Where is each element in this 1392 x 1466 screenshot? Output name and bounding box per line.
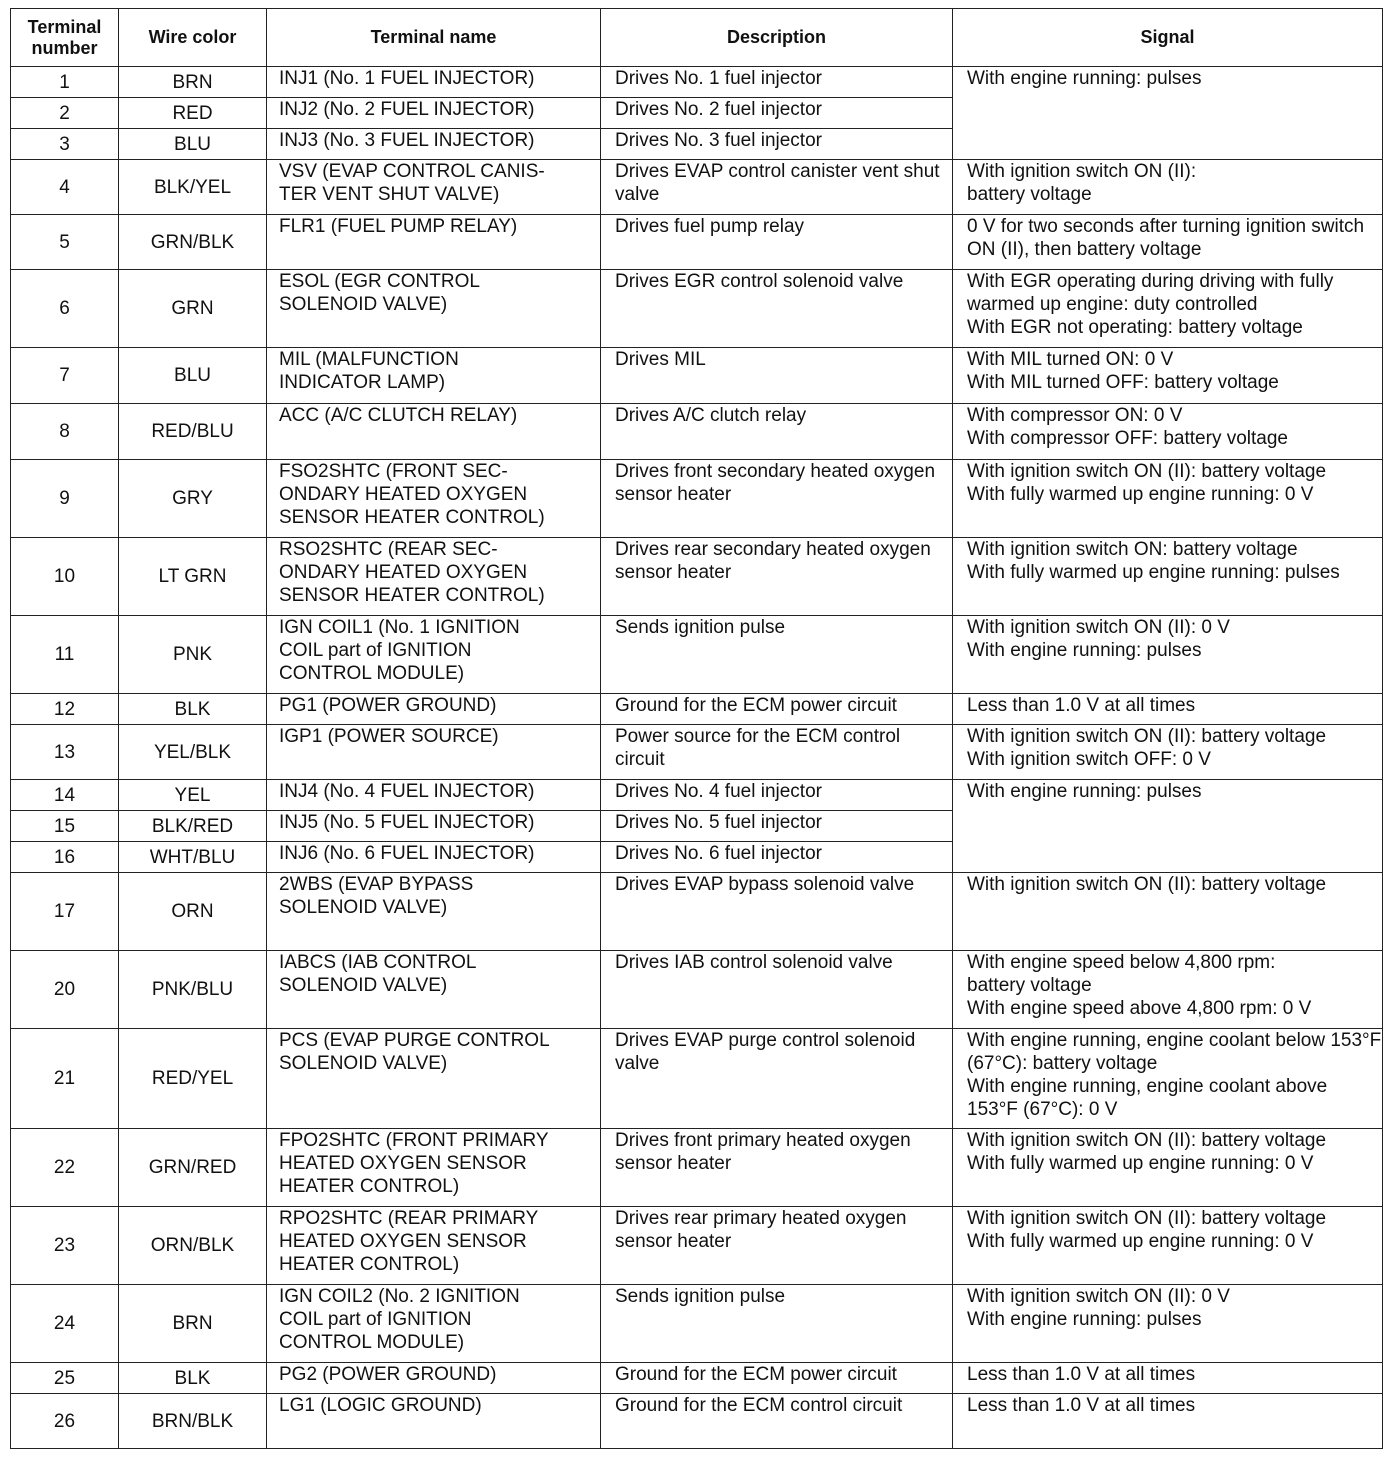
table-row <box>11 873 1383 951</box>
table-row <box>11 538 1383 616</box>
ecm-terminal-table <box>10 8 1383 1449</box>
header-wire-color: Wire color <box>119 9 267 67</box>
wire-color-cell: BLK/RED <box>119 811 267 842</box>
signal-cell: With EGR operating during driving with fully warmed up engine: duty controlled With EGR not operating: battery voltage <box>953 270 1383 348</box>
terminal-number-cell: 20 <box>11 951 119 1029</box>
table-row <box>11 1394 1383 1449</box>
description-cell: Drives front primary heated oxygen sensor heater <box>601 1129 953 1207</box>
signal-cell: With engine running, engine coolant below 153°F (67°C): battery voltage With engine running, engine coolant above 153°F (67°C): 0 V <box>953 1029 1383 1129</box>
terminal-number-cell: 17 <box>11 873 119 951</box>
signal-cell: With ignition switch ON (II): battery voltage With fully warmed up engine running: 0 V <box>953 1207 1383 1285</box>
table-row <box>11 1207 1383 1285</box>
description-cell: Drives No. 1 fuel injector <box>601 67 953 98</box>
terminal-name-cell: INJ2 (No. 2 FUEL INJECTOR) <box>267 98 601 129</box>
terminal-number-cell: 12 <box>11 694 119 725</box>
terminal-number-cell: 15 <box>11 811 119 842</box>
terminal-name-cell: PG2 (POWER GROUND) <box>267 1363 601 1394</box>
wire-color-cell: BLU <box>119 129 267 160</box>
table-row <box>11 404 1383 460</box>
wire-color-cell: GRN/RED <box>119 1129 267 1207</box>
terminal-name-cell: FSO2SHTC (FRONT SEC- ONDARY HEATED OXYGEN SENSOR HEATER CONTROL) <box>267 460 601 538</box>
terminal-name-cell: MIL (MALFUNCTION INDICATOR LAMP) <box>267 348 601 404</box>
wire-color-cell: GRN/BLK <box>119 215 267 270</box>
terminal-number-cell: 11 <box>11 616 119 694</box>
wire-color-cell: LT GRN <box>119 538 267 616</box>
terminal-name-cell: IABCS (IAB CONTROL SOLENOID VALVE) <box>267 951 601 1029</box>
header-terminal-number: Terminal number <box>11 9 119 67</box>
wire-color-cell: GRN <box>119 270 267 348</box>
signal-cell: With engine running: pulses <box>953 780 1383 873</box>
table-row <box>11 1363 1383 1394</box>
wire-color-cell: BLK/YEL <box>119 160 267 215</box>
terminal-number-cell: 1 <box>11 67 119 98</box>
description-cell: Drives EGR control solenoid valve <box>601 270 953 348</box>
terminal-number-cell: 14 <box>11 780 119 811</box>
terminal-name-cell: LG1 (LOGIC GROUND) <box>267 1394 601 1449</box>
signal-cell: Less than 1.0 V at all times <box>953 1363 1383 1394</box>
description-cell: Drives EVAP purge control solenoid valve <box>601 1029 953 1129</box>
table-row <box>11 160 1383 215</box>
terminal-name-cell: RSO2SHTC (REAR SEC- ONDARY HEATED OXYGEN SENSOR HEATER CONTROL) <box>267 538 601 616</box>
wire-color-cell: PNK/BLU <box>119 951 267 1029</box>
table-row <box>11 725 1383 780</box>
description-cell: Drives No. 3 fuel injector <box>601 129 953 160</box>
description-cell: Drives No. 6 fuel injector <box>601 842 953 873</box>
terminal-number-cell: 10 <box>11 538 119 616</box>
terminal-name-cell: PCS (EVAP PURGE CONTROL SOLENOID VALVE) <box>267 1029 601 1129</box>
terminal-number-cell: 23 <box>11 1207 119 1285</box>
table-row <box>11 1129 1383 1207</box>
signal-cell: With ignition switch ON (II): battery voltage <box>953 160 1383 215</box>
wire-color-cell: PNK <box>119 616 267 694</box>
table-row <box>11 1285 1383 1363</box>
wire-color-cell: ORN <box>119 873 267 951</box>
signal-cell: With ignition switch ON (II): 0 V With engine running: pulses <box>953 1285 1383 1363</box>
signal-cell: With ignition switch ON (II): battery voltage With ignition switch OFF: 0 V <box>953 725 1383 780</box>
wire-color-cell: BLK <box>119 1363 267 1394</box>
terminal-name-cell: INJ3 (No. 3 FUEL INJECTOR) <box>267 129 601 160</box>
terminal-name-cell: VSV (EVAP CONTROL CANIS- TER VENT SHUT VALVE) <box>267 160 601 215</box>
description-cell: Drives A/C clutch relay <box>601 404 953 460</box>
wire-color-cell: BRN <box>119 67 267 98</box>
description-cell: Ground for the ECM power circuit <box>601 694 953 725</box>
terminal-number-cell: 25 <box>11 1363 119 1394</box>
signal-cell: 0 V for two seconds after turning ignition switch ON (II), then battery voltage <box>953 215 1383 270</box>
signal-cell: With engine speed below 4,800 rpm: battery voltage With engine speed above 4,800 rpm: 0 V <box>953 951 1383 1029</box>
terminal-number-cell: 5 <box>11 215 119 270</box>
description-cell: Drives rear primary heated oxygen sensor heater <box>601 1207 953 1285</box>
description-cell: Drives front secondary heated oxygen sensor heater <box>601 460 953 538</box>
wire-color-cell: BRN <box>119 1285 267 1363</box>
signal-cell: Less than 1.0 V at all times <box>953 694 1383 725</box>
signal-cell: With MIL turned ON: 0 V With MIL turned OFF: battery voltage <box>953 348 1383 404</box>
terminal-number-cell: 2 <box>11 98 119 129</box>
terminal-number-cell: 7 <box>11 348 119 404</box>
terminal-number-cell: 13 <box>11 725 119 780</box>
signal-cell: With compressor ON: 0 V With compressor OFF: battery voltage <box>953 404 1383 460</box>
terminal-name-cell: INJ5 (No. 5 FUEL INJECTOR) <box>267 811 601 842</box>
wire-color-cell: ORN/BLK <box>119 1207 267 1285</box>
wire-color-cell: BRN/BLK <box>119 1394 267 1449</box>
description-cell: Drives No. 5 fuel injector <box>601 811 953 842</box>
description-cell: Drives IAB control solenoid valve <box>601 951 953 1029</box>
table-body <box>11 67 1383 1449</box>
table-row <box>11 67 1383 98</box>
wire-color-cell: RED/YEL <box>119 1029 267 1129</box>
description-cell: Power source for the ECM control circuit <box>601 725 953 780</box>
wire-color-cell: BLK <box>119 694 267 725</box>
description-cell: Sends ignition pulse <box>601 616 953 694</box>
description-cell: Ground for the ECM power circuit <box>601 1363 953 1394</box>
description-cell: Drives EVAP control canister vent shut valve <box>601 160 953 215</box>
signal-cell: With ignition switch ON (II): 0 V With engine running: pulses <box>953 616 1383 694</box>
header-signal: Signal <box>953 9 1383 67</box>
signal-cell: With ignition switch ON (II): battery voltage <box>953 873 1383 951</box>
terminal-number-cell: 9 <box>11 460 119 538</box>
signal-cell: With engine running: pulses <box>953 67 1383 160</box>
table-row <box>11 215 1383 270</box>
terminal-number-cell: 16 <box>11 842 119 873</box>
terminal-name-cell: IGN COIL2 (No. 2 IGNITION COIL part of IGNITION CONTROL MODULE) <box>267 1285 601 1363</box>
header-terminal-name: Terminal name <box>267 9 601 67</box>
description-cell: Sends ignition pulse <box>601 1285 953 1363</box>
terminal-name-cell: ACC (A/C CLUTCH RELAY) <box>267 404 601 460</box>
description-cell: Drives fuel pump relay <box>601 215 953 270</box>
terminal-name-cell: INJ4 (No. 4 FUEL INJECTOR) <box>267 780 601 811</box>
signal-cell: With ignition switch ON: battery voltage With fully warmed up engine running: pulses <box>953 538 1383 616</box>
terminal-number-cell: 24 <box>11 1285 119 1363</box>
wire-color-cell: WHT/BLU <box>119 842 267 873</box>
signal-cell: With ignition switch ON (II): battery voltage With fully warmed up engine running: 0 V <box>953 460 1383 538</box>
terminal-number-cell: 4 <box>11 160 119 215</box>
description-cell: Drives MIL <box>601 348 953 404</box>
wire-color-cell: RED <box>119 98 267 129</box>
terminal-name-cell: IGN COIL1 (No. 1 IGNITION COIL part of IGNITION CONTROL MODULE) <box>267 616 601 694</box>
signal-cell: Less than 1.0 V at all times <box>953 1394 1383 1449</box>
terminal-number-cell: 3 <box>11 129 119 160</box>
table-row <box>11 616 1383 694</box>
terminal-name-cell: IGP1 (POWER SOURCE) <box>267 725 601 780</box>
terminal-name-cell: FLR1 (FUEL PUMP RELAY) <box>267 215 601 270</box>
table-row <box>11 951 1383 1029</box>
terminal-name-cell: RPO2SHTC (REAR PRIMARY HEATED OXYGEN SENSOR HEATER CONTROL) <box>267 1207 601 1285</box>
terminal-name-cell: INJ6 (No. 6 FUEL INJECTOR) <box>267 842 601 873</box>
description-cell: Drives rear secondary heated oxygen sensor heater <box>601 538 953 616</box>
terminal-number-cell: 21 <box>11 1029 119 1129</box>
table-row <box>11 348 1383 404</box>
terminal-name-cell: PG1 (POWER GROUND) <box>267 694 601 725</box>
terminal-name-cell: INJ1 (No. 1 FUEL INJECTOR) <box>267 67 601 98</box>
description-cell: Drives EVAP bypass solenoid valve <box>601 873 953 951</box>
signal-cell: With ignition switch ON (II): battery voltage With fully warmed up engine running: 0 V <box>953 1129 1383 1207</box>
table-row <box>11 460 1383 538</box>
wire-color-cell: GRY <box>119 460 267 538</box>
terminal-name-cell: FPO2SHTC (FRONT PRIMARY HEATED OXYGEN SENSOR HEATER CONTROL) <box>267 1129 601 1207</box>
terminal-number-cell: 6 <box>11 270 119 348</box>
table-row <box>11 270 1383 348</box>
description-cell: Ground for the ECM control circuit <box>601 1394 953 1449</box>
wire-color-cell: YEL/BLK <box>119 725 267 780</box>
header-description: Description <box>601 9 953 67</box>
description-cell: Drives No. 4 fuel injector <box>601 780 953 811</box>
terminal-name-cell: ESOL (EGR CONTROL SOLENOID VALVE) <box>267 270 601 348</box>
wire-color-cell: BLU <box>119 348 267 404</box>
table-row <box>11 780 1383 811</box>
terminal-number-cell: 22 <box>11 1129 119 1207</box>
terminal-name-cell: 2WBS (EVAP BYPASS SOLENOID VALVE) <box>267 873 601 951</box>
terminal-number-cell: 8 <box>11 404 119 460</box>
wire-color-cell: YEL <box>119 780 267 811</box>
terminal-number-cell: 26 <box>11 1394 119 1449</box>
table-row <box>11 1029 1383 1129</box>
table-header-row <box>11 9 1383 67</box>
table-row <box>11 694 1383 725</box>
description-cell: Drives No. 2 fuel injector <box>601 98 953 129</box>
wire-color-cell: RED/BLU <box>119 404 267 460</box>
